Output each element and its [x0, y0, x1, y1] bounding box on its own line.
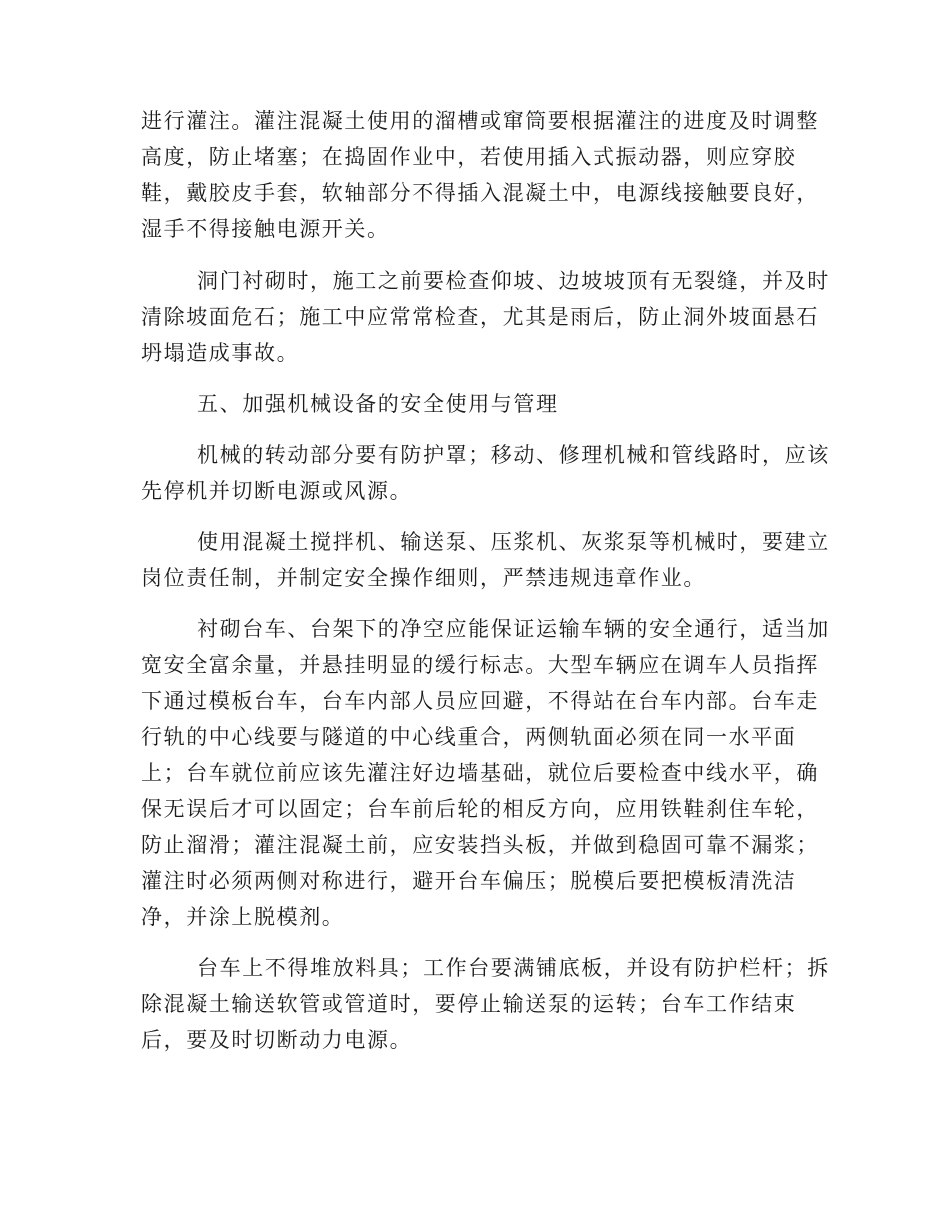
text-line: 防止溜滑；灌注混凝土前，应安装挡头板，并做到稳固可靠不漏浆； — [141, 833, 819, 857]
text-line: 岗位责任制，并制定安全操作细则，严禁违规违章作业。 — [141, 566, 706, 590]
text-line: 高度，防止堵塞；在捣固作业中，若使用插入式振动器，则应穿胶 — [141, 145, 797, 169]
text-line: 使用混凝土搅拌机、输送泵、压浆机、灰浆泵等机械时，要建立 — [197, 530, 830, 554]
text-line: 上；台车就位前应该先灌注好边墙基础，就位后要检查中线水平，确 — [141, 761, 819, 785]
text-line: 坍塌造成事故。 — [141, 341, 300, 365]
paragraph-machinery — [141, 524, 830, 596]
text-line: 灌注时必须两侧对称进行，避开台车偏压；脱模后要把模板清洗洁 — [141, 869, 797, 893]
paragraph-concrete-pouring — [141, 103, 821, 247]
text-line: 衬砌台车、台架下的净空应能保证运输车辆的安全通行，适当加 — [197, 617, 830, 641]
text-line: 进行灌注。灌注混凝土使用的溜槽或窜筒要根据灌注的进度及时调整 — [141, 109, 819, 133]
text-line: 净，并涂上脱模剂。 — [141, 905, 345, 929]
text-line: 下通过模板台车，台车内部人员应回避，不得站在台车内部。台车走 — [141, 689, 819, 713]
paragraph-trolley-platform — [141, 950, 830, 1058]
paragraph-portal-lining — [141, 263, 830, 371]
text-line: 保无误后才可以固定；台车前后轮的相反方向，应用铁鞋刹住车轮， — [141, 797, 819, 821]
heading-line: 五、加强机械设备的安全使用与管理 — [197, 392, 559, 416]
paragraph-lining-trolley — [141, 611, 830, 935]
text-line: 行轨的中心线要与隧道的中心线重合，两侧轨面必须在同一水平面 — [141, 725, 797, 749]
text-line: 后，要及时切断动力电源。 — [141, 1028, 413, 1052]
text-line: 洞门衬砌时，施工之前要检查仰坡、边坡坡顶有无裂缝，并及时 — [197, 269, 830, 293]
text-line: 鞋，戴胶皮手套，软轴部分不得插入混凝土中，电源线接触要良好， — [141, 181, 819, 205]
text-line: 清除坡面危石；施工中应常常检查，尤其是雨后，防止洞外坡面悬石 — [141, 305, 819, 329]
document-body — [141, 103, 830, 1058]
text-line: 先停机并切断电源或风源。 — [141, 479, 413, 503]
text-line: 湿手不得接触电源开关。 — [141, 217, 390, 241]
text-line: 宽安全富余量，并悬挂明显的缓行标志。大型车辆应在调车人员指挥 — [141, 653, 819, 677]
paragraph-guard — [141, 437, 830, 509]
text-line: 除混凝土输送软管或管道时，要停止输送泵的运转；台车工作结束 — [141, 992, 797, 1016]
text-line: 台车上不得堆放料具；工作台要满铺底板，并设有防护栏杆；拆 — [197, 956, 830, 980]
text-line: 机械的转动部分要有防护罩；移动、修理机械和管线路时，应该 — [197, 443, 830, 467]
section-heading — [141, 386, 821, 422]
